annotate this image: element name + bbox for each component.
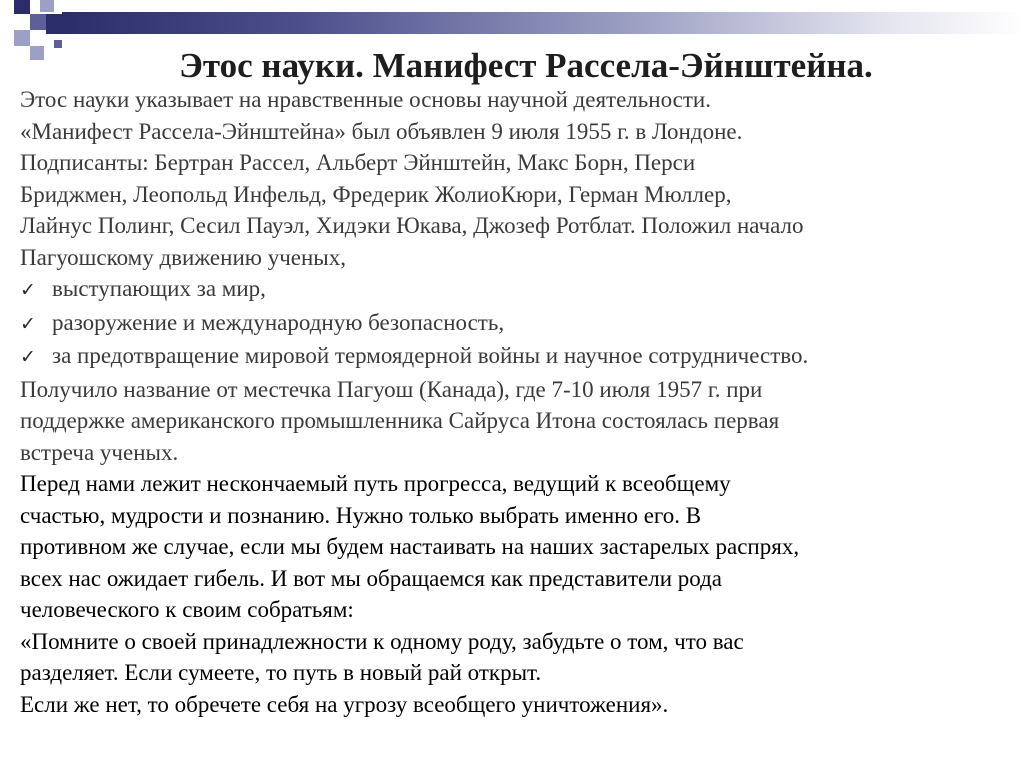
quote-line: противном же случае, если мы будем настаивать на наших застарелых распрях,	[20, 534, 800, 559]
deco-square	[40, 0, 54, 12]
check-icon: ✓	[20, 312, 36, 335]
bullet-item	[20, 307, 1020, 341]
intro-line: Бриджмен, Леопольд Инфельд, Фредерик ЖолиоКюри, Герман Мюллер,	[20, 181, 732, 207]
deco-square	[14, 30, 30, 46]
gradient-bar	[62, 12, 1024, 34]
bullet-text: выступающих за мир,	[52, 276, 266, 301]
history-line: поддержке американского промышленника Сайруса Итона состоялась первая	[20, 408, 780, 433]
check-icon: ✓	[20, 279, 36, 301]
history-line: встреча ученых.	[20, 439, 179, 465]
quote-line: «Помните о своей принадлежности к одному роду, забудьте о том, что вас	[20, 628, 744, 654]
bullet-text: за предотвращение мировой термоядерной войны и научное сотрудничество.	[52, 343, 809, 368]
intro-line: «Манифест Рассела-Эйнштейна» был объявлен 9 июля 1955 г. в Лондоне.	[20, 118, 743, 144]
slide-title: Этос науки. Манифест Рассела-Эйнштейна.	[179, 46, 873, 85]
intro-line: Подписанты: Бертран Рассел, Альберт Эйнштейн, Макс Борн, Перси	[20, 150, 696, 175]
intro-line: Пагуошскому движению ученых,	[20, 244, 346, 270]
check-icon: ✓	[20, 346, 36, 368]
quote-line: счастью, мудрости и познанию. Нужно только выбрать именно его. В	[20, 502, 702, 528]
quote-line: человеческого к своим собратьям:	[20, 597, 354, 622]
deco-square	[14, 0, 30, 14]
bullet-item	[20, 273, 1020, 307]
quote-line: Перед нами лежит нескончаемый путь прогресса, ведущий к всеобщему	[20, 471, 731, 496]
intro-line: Лайнус Полинг, Сесил Пауэл, Хидэки Юкава, Джозеф Ротблат. Положил начало	[20, 213, 804, 238]
intro-line: Этос науки указывает на нравственные основы научной деятельности.	[20, 87, 711, 112]
history-line: Получило название от местечка Пагуош (Канада), где 7-10 июля 1957 г. при	[20, 376, 763, 402]
bullet-item	[20, 340, 1020, 374]
quote-line: Если же нет, то обречете себя на угрозу всеобщего уничтожения».	[20, 691, 669, 717]
deco-square	[30, 14, 46, 30]
bullet-text: разоружение и международную безопасность,	[52, 309, 505, 335]
quote-line: всех нас ожидает гибель. И вот мы обращаемся как представители рода	[20, 565, 722, 591]
slide-body	[20, 84, 1020, 720]
quote-line: разделяет. Если сумеете, то путь в новый рай открыт.	[20, 660, 542, 685]
deco-square	[46, 14, 62, 34]
